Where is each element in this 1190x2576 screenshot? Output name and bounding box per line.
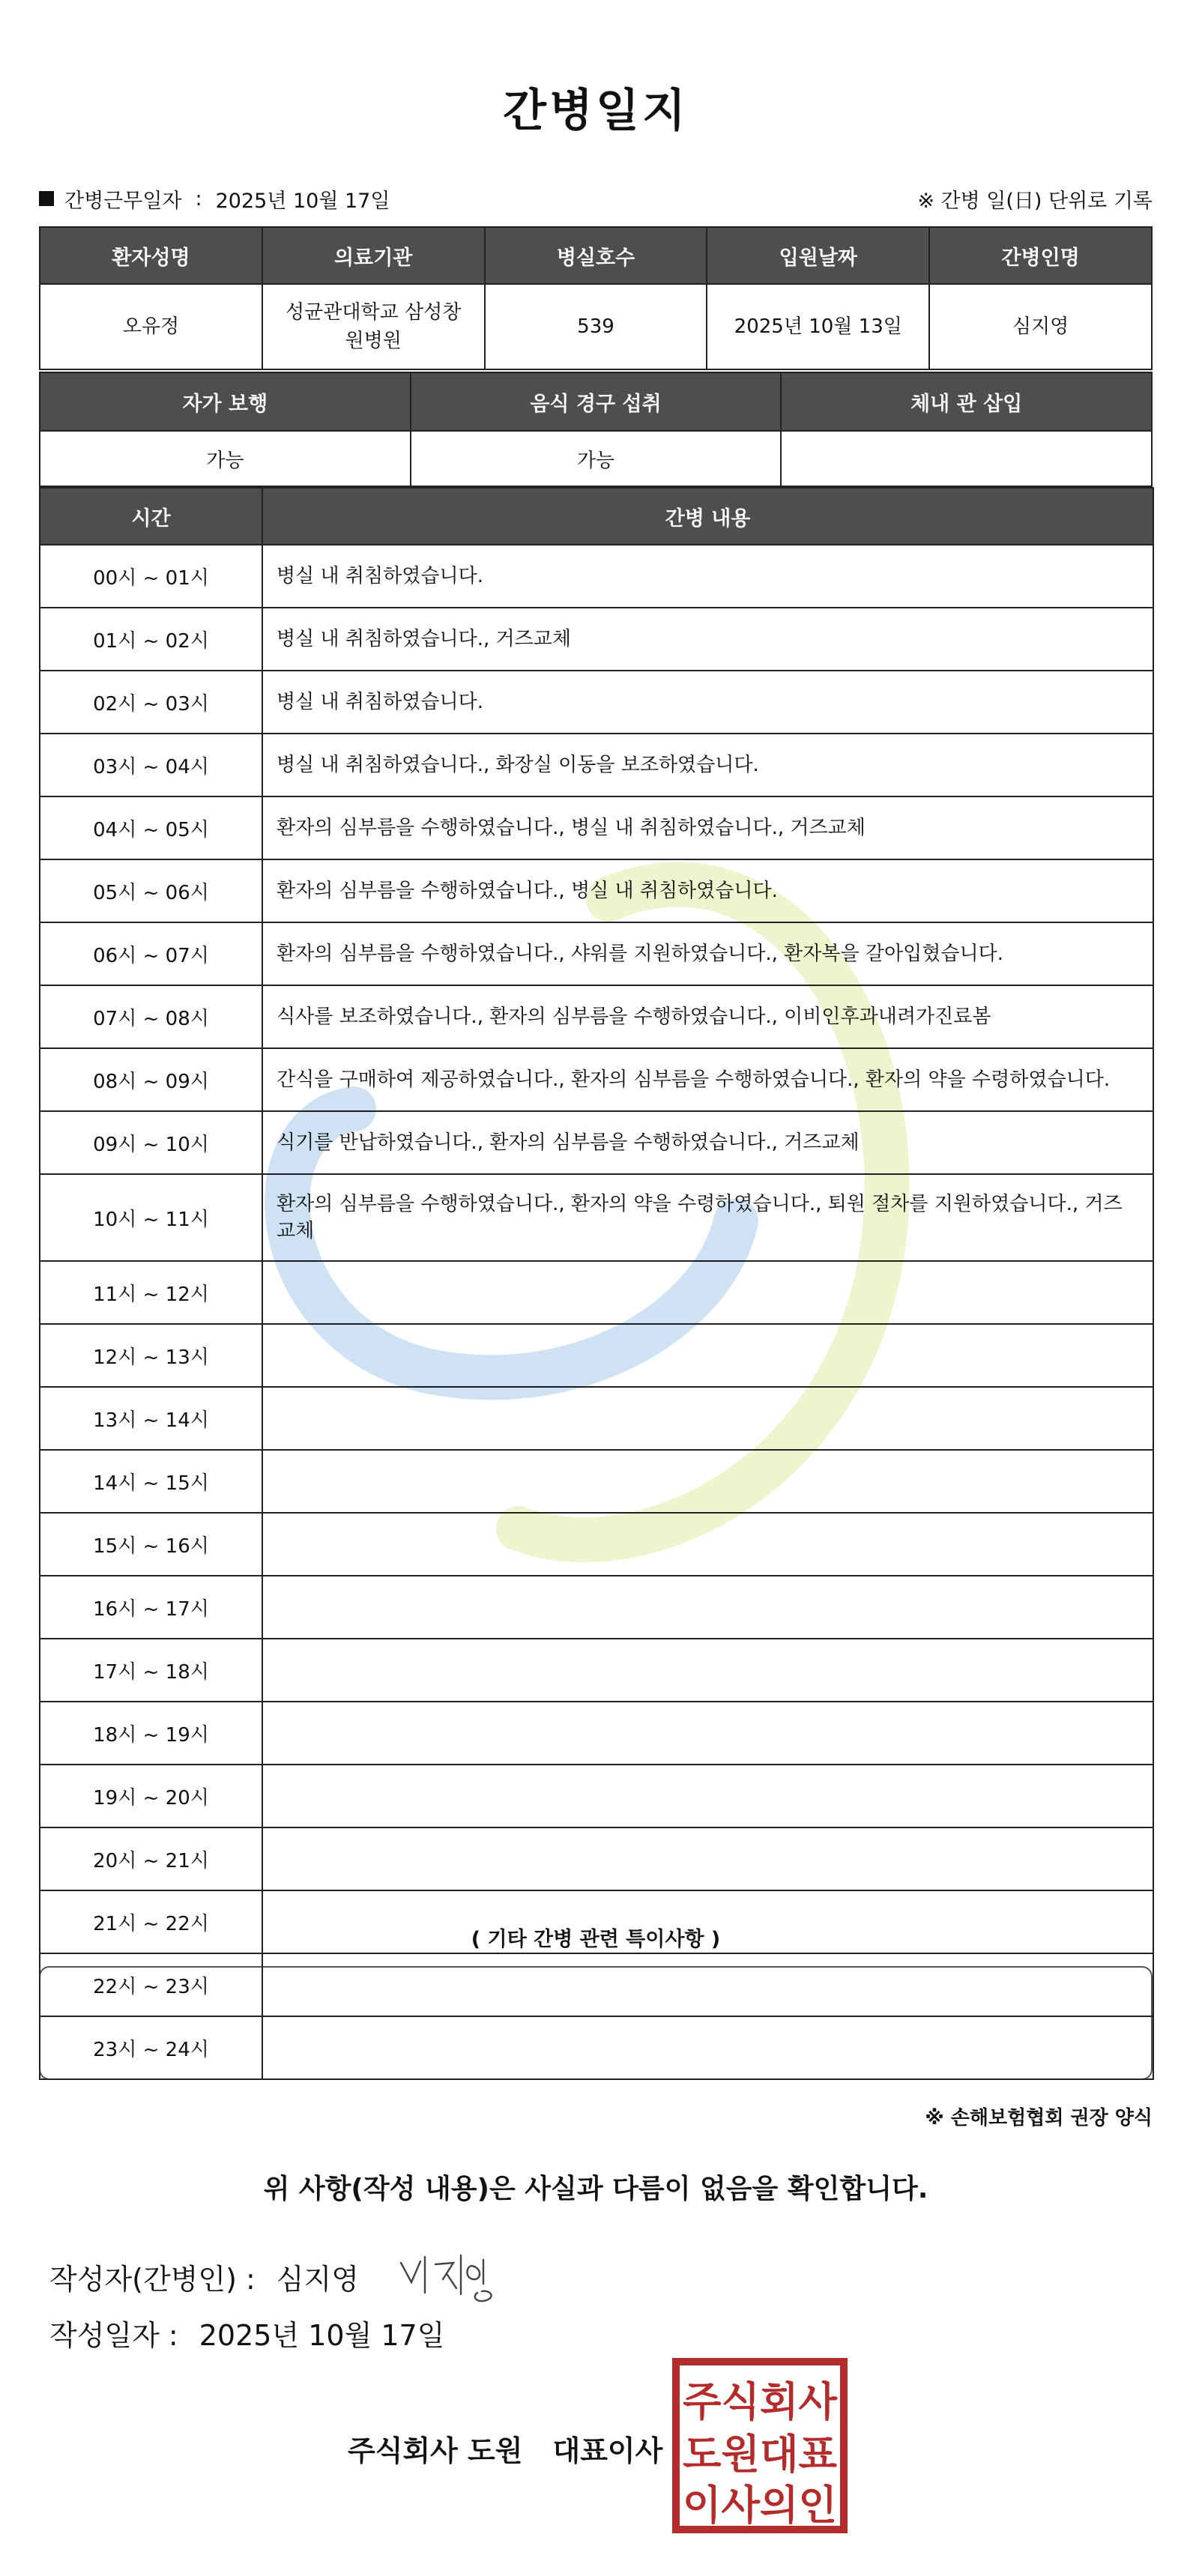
meta-row: [39, 181, 1153, 216]
content-cell: [262, 1890, 1153, 1953]
table-row: [40, 608, 1153, 671]
table-row: [40, 734, 1153, 796]
table-row: [40, 1639, 1153, 1702]
content-cell: 환자의 심부름을 수행하였습니다., 병실 내 취침하였습니다., 거즈교체: [262, 796, 1153, 859]
hospital-name: 성균관대학교 삼성창원병원: [262, 284, 485, 369]
company-name: 주식회사 도원: [348, 2434, 523, 2467]
log-header-row: [40, 488, 1153, 545]
content-cell: [262, 1450, 1153, 1513]
time-cell: 10시 ~ 11시: [40, 1174, 262, 1261]
content-cell: [262, 1387, 1153, 1450]
table-row: [40, 1702, 1153, 1765]
seal-line-1: 주식회사: [683, 2378, 838, 2425]
content-cell: [262, 1639, 1153, 1702]
table-row: [40, 922, 1153, 985]
time-cell: 18시 ~ 19시: [40, 1702, 262, 1765]
patient-info-table: [39, 226, 1153, 370]
company-row: [348, 2428, 662, 2469]
table-row: [40, 1827, 1153, 1890]
table-row: [40, 1513, 1153, 1576]
table-row: [40, 1576, 1153, 1639]
content-cell: 환자의 심부름을 수행하였습니다., 병실 내 취침하였습니다.: [262, 859, 1153, 922]
other-notes-label: ( 기타 간병 관련 특이사항 ): [471, 1928, 721, 1951]
confirm-statement: 위 사항(작성 내용)은 사실과 다름이 없음을 확인합니다.: [263, 2174, 928, 2204]
status-value-row: [40, 431, 1152, 486]
content-cell: [262, 1765, 1153, 1827]
content-cell: 병실 내 취침하였습니다.: [262, 671, 1153, 734]
table-row: [40, 1953, 1153, 2016]
status-header-row: [40, 372, 1152, 431]
content-cell: 병실 내 취침하였습니다., 거즈교체: [262, 608, 1153, 671]
written-date-row: [49, 2312, 444, 2353]
content-cell: 간식을 구매하여 제공하였습니다., 환자의 심부름을 수행하였습니다., 환자의 약을 수령하였습니다.: [262, 1048, 1153, 1111]
header-oral-intake: 음식 경구 섭취: [411, 372, 782, 431]
content-cell: [262, 1324, 1153, 1387]
time-cell: 06시 ~ 07시: [40, 922, 262, 985]
work-date-value: 2025년 10월 17일: [215, 189, 390, 213]
content-cell: [262, 1513, 1153, 1576]
care-log-table: [39, 487, 1154, 2080]
time-cell: 13시 ~ 14시: [40, 1387, 262, 1450]
header-time: 시간: [40, 488, 262, 545]
time-cell: 03시 ~ 04시: [40, 734, 262, 796]
header-patient-name: 환자성명: [40, 227, 262, 284]
time-cell: 21시 ~ 22시: [40, 1890, 262, 1953]
table-row: [40, 671, 1153, 734]
time-cell: 02시 ~ 03시: [40, 671, 262, 734]
self-walking-value: 가능: [40, 431, 411, 486]
table-row: [40, 1890, 1153, 1953]
table-row: [40, 1324, 1153, 1387]
content-cell: 식사를 보조하였습니다., 환자의 심부름을 수행하였습니다., 이비인후과내려가진료봄: [262, 985, 1153, 1048]
content-cell: 병실 내 취침하였습니다., 화장실 이동을 보조하였습니다.: [262, 734, 1153, 796]
unit-note: ※ 간병 일(日) 단위로 기록: [917, 189, 1153, 213]
table-row: [40, 985, 1153, 1048]
patient-status-table: [39, 372, 1153, 487]
content-cell: [262, 1702, 1153, 1765]
table-row: [40, 859, 1153, 922]
time-cell: 01시 ~ 02시: [40, 608, 262, 671]
seal-line-2: 도원대표: [683, 2431, 837, 2478]
time-cell: 00시 ~ 01시: [40, 545, 262, 608]
time-cell: 14시 ~ 15시: [40, 1450, 262, 1513]
admission-date: 2025년 10월 13일: [707, 284, 929, 369]
company-seal-icon: [671, 2357, 848, 2534]
table-row: [40, 1765, 1153, 1827]
table-row: [40, 2016, 1153, 2079]
table-row: [40, 1048, 1153, 1111]
tube-insertion-value: [781, 431, 1152, 486]
header-hospital: 의료기관: [262, 227, 485, 284]
table-row: [40, 1111, 1153, 1174]
square-bullet-icon: [39, 191, 54, 206]
header-caregiver: 간병인명: [929, 227, 1152, 284]
patient-header-row: [40, 227, 1152, 284]
content-cell: [262, 1261, 1153, 1324]
time-cell: 23시 ~ 24시: [40, 2016, 262, 2079]
caregiver-name: 심지영: [929, 284, 1152, 369]
writer-name: 심지영: [276, 2262, 359, 2296]
time-cell: 11시 ~ 12시: [40, 1261, 262, 1324]
header-care-content: 간병 내용: [262, 488, 1153, 545]
recommend-note: ※ 손해보험협회 권장 양식: [925, 2107, 1153, 2129]
time-cell: 22시 ~ 23시: [40, 1953, 262, 2016]
room-number: 539: [485, 284, 707, 369]
written-date-value: 2025년 10월 17일: [199, 2319, 445, 2352]
time-cell: 17시 ~ 18시: [40, 1639, 262, 1702]
time-cell: 20시 ~ 21시: [40, 1827, 262, 1890]
table-row: [40, 1174, 1153, 1261]
work-date-colon: :: [195, 187, 202, 211]
work-date: [39, 184, 390, 214]
content-cell: 식기를 반납하였습니다., 환자의 심부름을 수행하였습니다., 거즈교체: [262, 1111, 1153, 1174]
time-cell: 19시 ~ 20시: [40, 1765, 262, 1827]
oral-intake-value: 가능: [411, 431, 782, 486]
work-date-label: 간병근무일자: [64, 189, 182, 213]
patient-value-row: [40, 284, 1152, 369]
seal-line-3: 이사의인: [683, 2482, 837, 2529]
table-row: [40, 1387, 1153, 1450]
handwritten-signature-icon: [393, 2246, 506, 2306]
writer-label: 작성자(간병인) :: [49, 2262, 256, 2296]
written-date-label: 작성일자 :: [49, 2319, 178, 2352]
table-row: [40, 1450, 1153, 1513]
content-cell: 환자의 심부름을 수행하였습니다., 환자의 약을 수령하였습니다., 퇴원 절차를 지원하였습니다., 거즈교체: [262, 1174, 1153, 1261]
content-cell: 병실 내 취침하였습니다.: [262, 545, 1153, 608]
content-cell: [262, 2016, 1153, 2079]
time-cell: 07시 ~ 08시: [40, 985, 262, 1048]
table-row: [40, 796, 1153, 859]
content-cell: 환자의 심부름을 수행하였습니다., 샤워를 지원하였습니다., 환자복을 갈아입혔습니다.: [262, 922, 1153, 985]
time-cell: 12시 ~ 13시: [40, 1324, 262, 1387]
header-self-walking: 자가 보행: [40, 372, 411, 431]
content-cell: [262, 1827, 1153, 1890]
content-cell: [262, 1953, 1153, 2016]
time-cell: 08시 ~ 09시: [40, 1048, 262, 1111]
header-room: 병실호수: [485, 227, 707, 284]
content-cell: [262, 1576, 1153, 1639]
table-row: [40, 545, 1153, 608]
time-cell: 09시 ~ 10시: [40, 1111, 262, 1174]
time-cell: 04시 ~ 05시: [40, 796, 262, 859]
time-cell: 16시 ~ 17시: [40, 1576, 262, 1639]
document-title: 간병일지: [503, 85, 689, 137]
writer-row: [49, 2246, 506, 2306]
time-cell: 15시 ~ 16시: [40, 1513, 262, 1576]
header-tube-insertion: 체내 관 삽입: [781, 372, 1152, 431]
patient-name: 오유정: [40, 284, 262, 369]
table-row: [40, 1261, 1153, 1324]
header-admission-date: 입원날짜: [707, 227, 929, 284]
time-cell: 05시 ~ 06시: [40, 859, 262, 922]
company-role: 대표이사: [552, 2434, 663, 2467]
